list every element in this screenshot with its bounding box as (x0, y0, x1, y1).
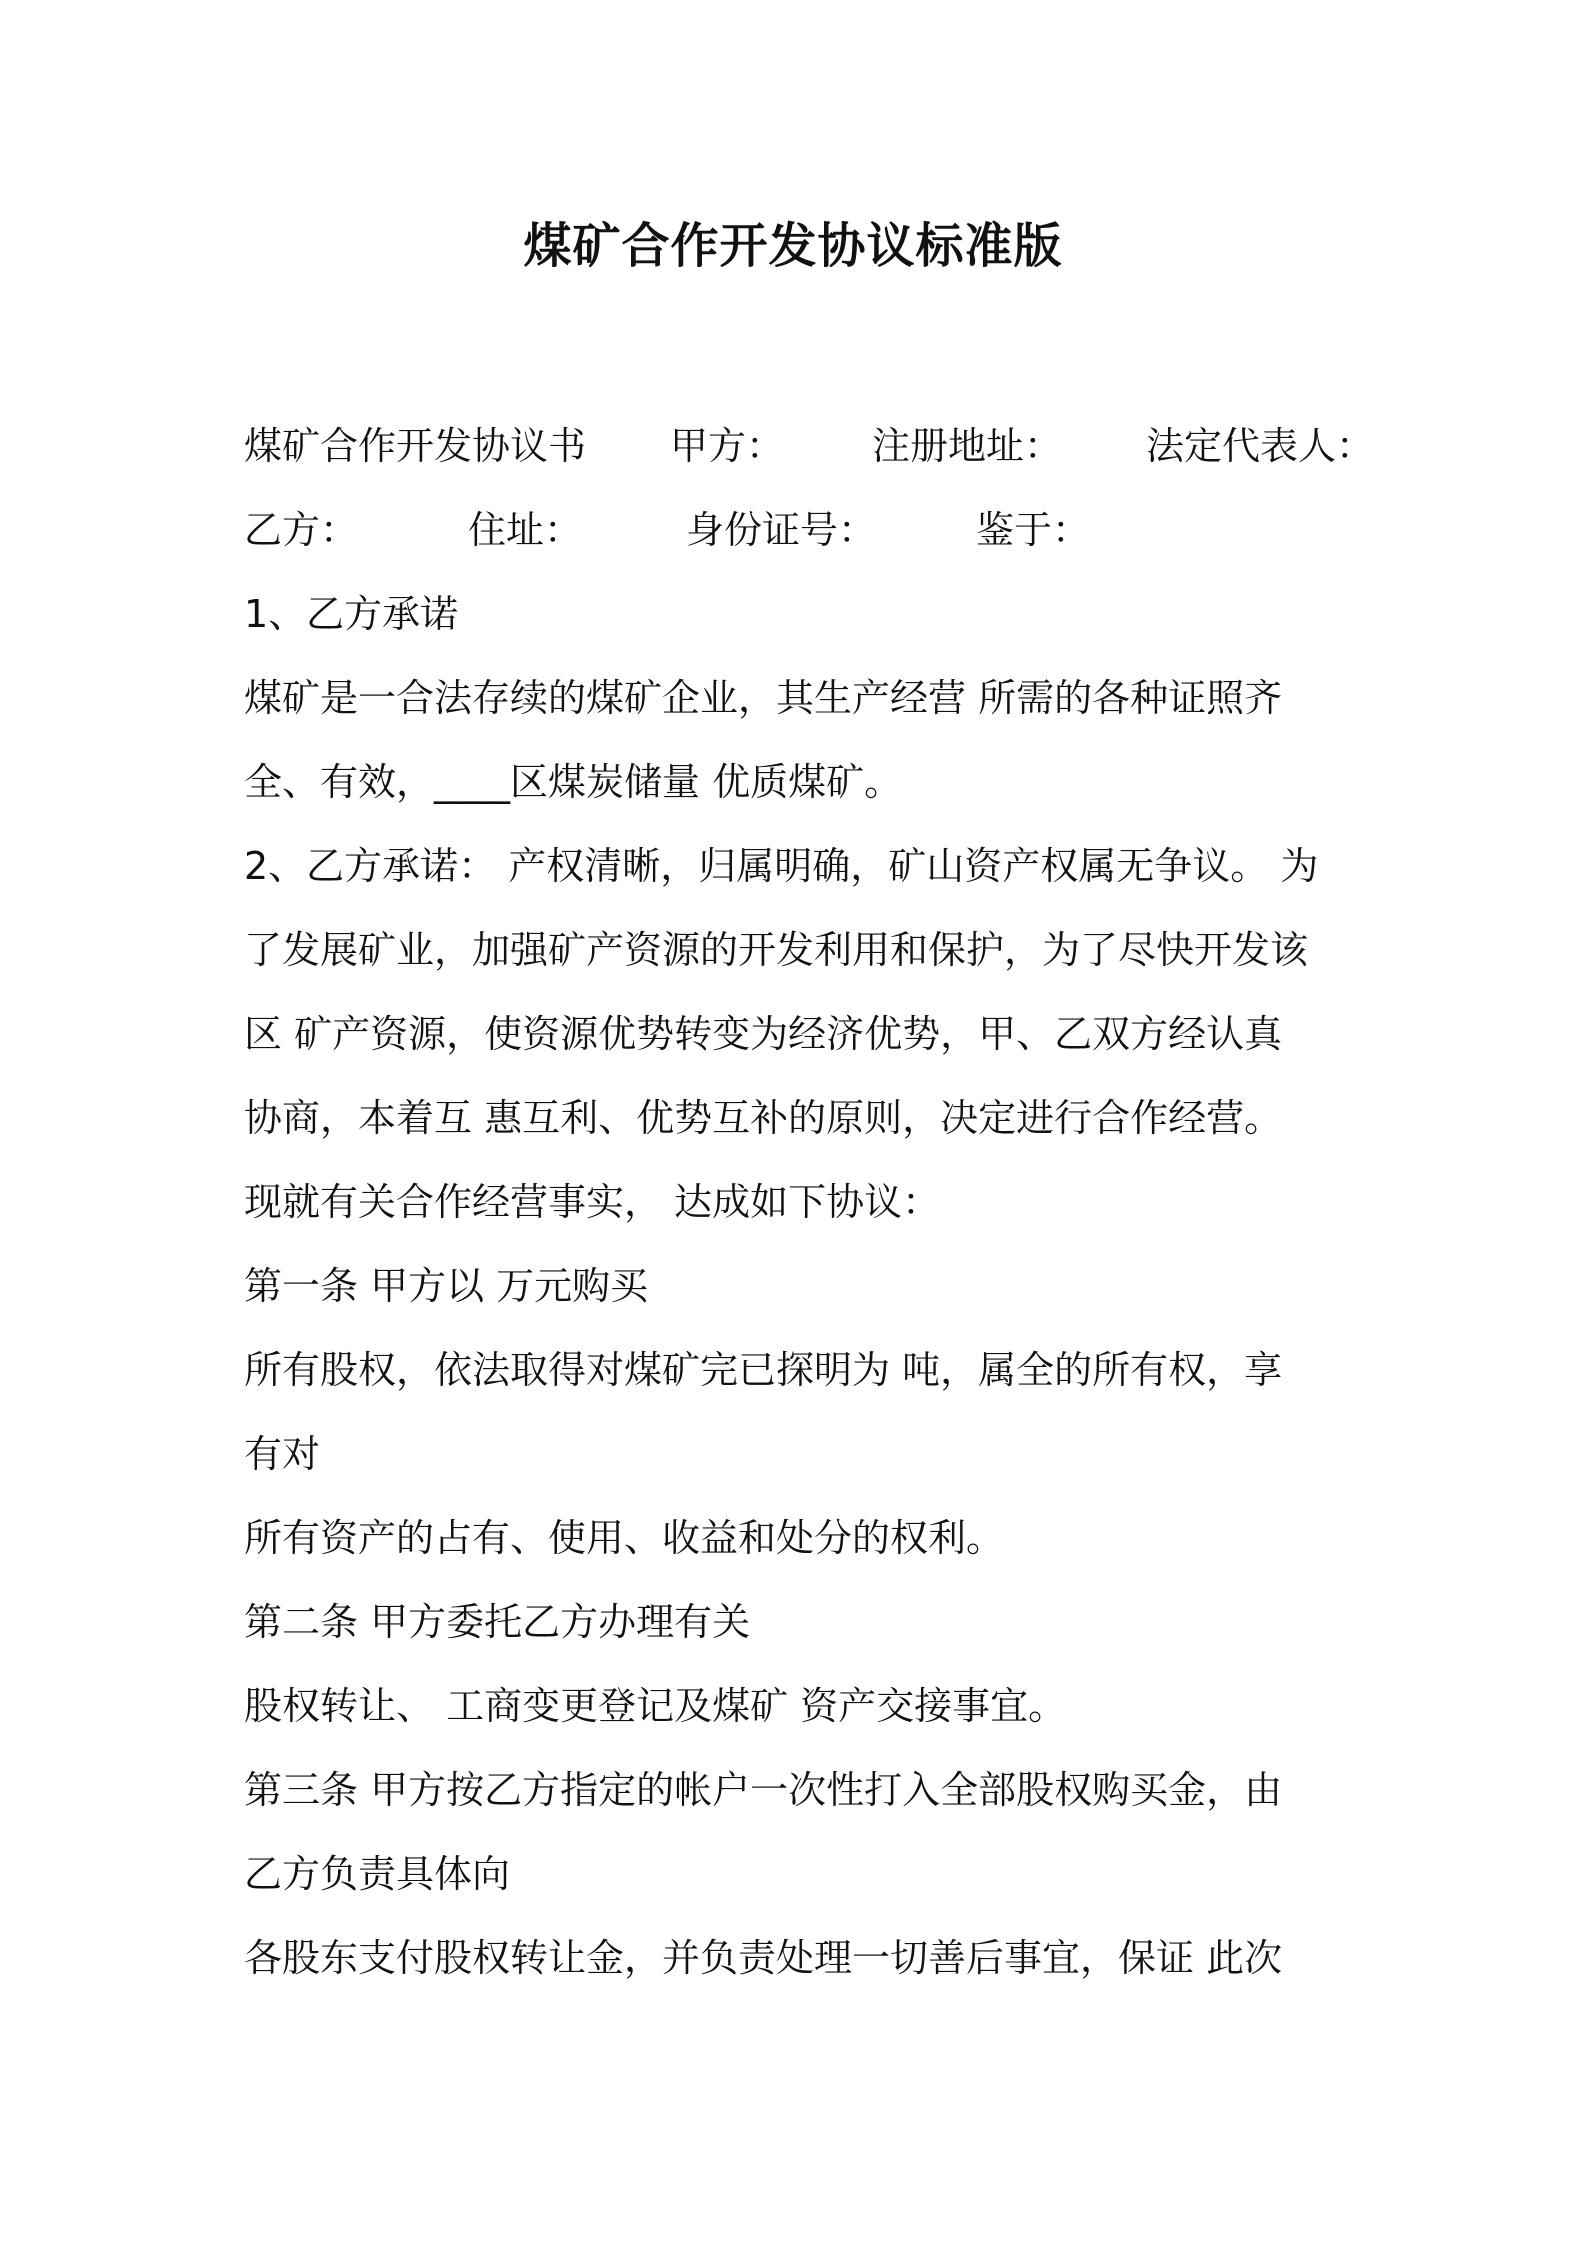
text-line: 所有股权，依法取得对煤矿完已探明为 吨，属全的所有权，享 (244, 1348, 1283, 1392)
text-line: 煤矿是一合法存续的煤矿企业，其生产经营 所需的各种证照齐 (244, 676, 1283, 720)
document-body (244, 404, 1375, 2000)
header-line-parties-a (244, 404, 1375, 488)
article-3-heading: 第三条 甲方按乙方指定的帐户一次性打入全部股权购买金，由 (244, 1768, 1283, 1812)
text-line: 股权转让、 工商变更登记及煤矿 资产交接事宜。 (244, 1684, 1067, 1728)
party-a-label: 甲方： (670, 424, 785, 468)
reg-address-label: 注册地址： (872, 424, 1063, 468)
party-b-label: 乙方： (244, 508, 359, 552)
text-line: 现就有关合作经营事实， 达成如下协议： (244, 1180, 941, 1224)
text-line: 了发展矿业，加强矿产资源的开发利用和保护，为了尽快开发该 (244, 928, 1309, 972)
legal-rep-label: 法定代表人： (1146, 424, 1375, 468)
text-line: 全、有效，____区煤炭储量 优质煤矿。 (244, 760, 903, 804)
text-line: 区 矿产资源，使资源优势转变为经济优势，甲、乙双方经认真 (244, 1012, 1283, 1056)
text-line: 乙方负责具体向 (244, 1852, 511, 1896)
doc-name: 煤矿合作开发协议书 (244, 424, 587, 468)
article-1-heading: 第一条 甲方以 万元购买 (244, 1264, 649, 1308)
address-label: 住址： (468, 508, 583, 552)
article-2-heading: 第二条 甲方委托乙方办理有关 (244, 1600, 751, 1644)
whereas-label: 鉴于： (976, 508, 1091, 552)
text-line: 所有资产的占有、使用、收益和处分的权利。 (244, 1516, 1005, 1560)
text-line: 2、乙方承诺： 产权清晰，归属明确，矿山资产权属无争议。 为 (244, 844, 1319, 888)
id-number-label: 身份证号： (686, 508, 877, 552)
header-line-parties-b (244, 488, 1364, 572)
document-title: 煤矿合作开发协议标准版 (523, 218, 1063, 274)
text-line: 协商，本着互 惠互利、优势互补的原则，决定进行合作经营。 (244, 1096, 1283, 1140)
text-line: 各股东支付股权转让金，并负责处理一切善后事宜，保证 此次 (244, 1936, 1283, 1980)
text-line: 有对 (244, 1432, 321, 1476)
text-line: 1、乙方承诺 (244, 592, 459, 636)
